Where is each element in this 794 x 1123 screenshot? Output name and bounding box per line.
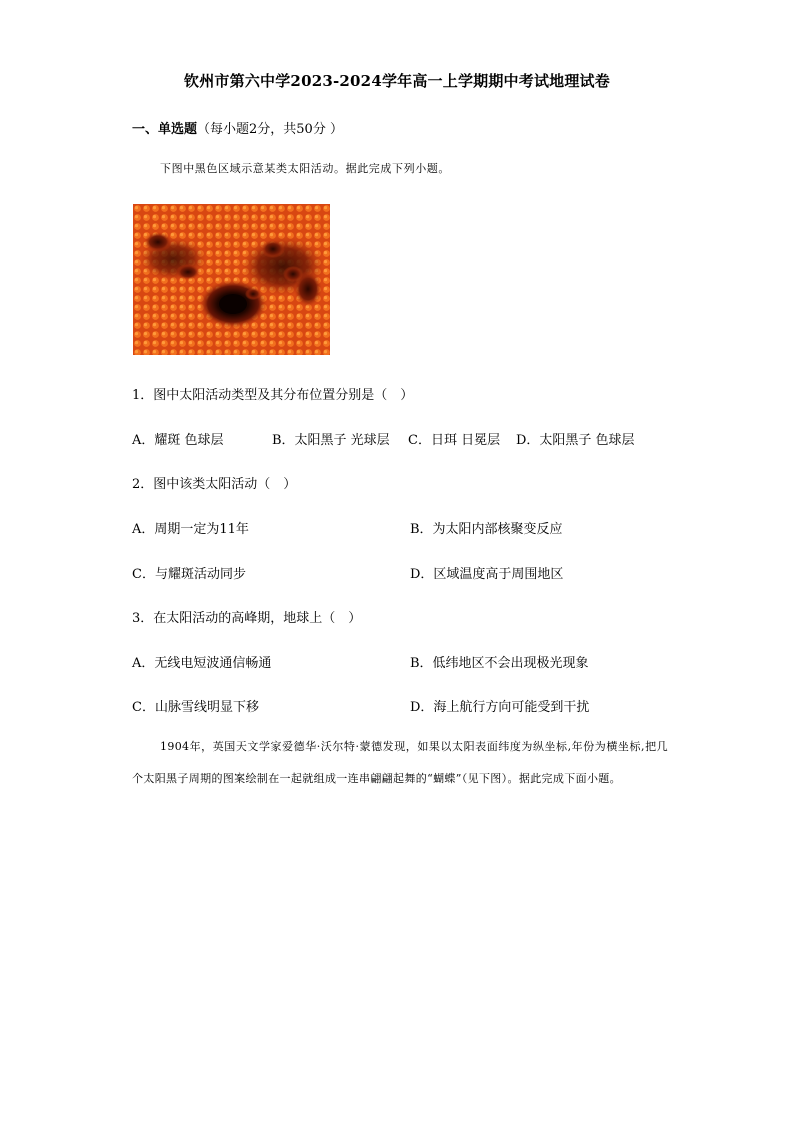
question-1-option-a: A．耀斑 色球层 [132,433,224,448]
question-3-option-d: D．海上航行方向可能受到干扰 [410,700,590,715]
question-1-stem: 1．图中太阳活动类型及其分布位置分别是（ ） [132,388,414,403]
question-2-option-b: B．为太阳内部核聚变反应 [410,522,563,537]
question-2-option-a: A．周期一定为11年 [132,522,249,537]
question-1-option-c: C．日珥 日冕层 [408,433,501,448]
section-note: （每小题2分，共50分 ） [197,122,343,137]
butterfly-diagram-intro: 1904年，英国天文学家爱德华·沃尔特·蒙德发现，如果以太阳表面纬度为纵坐标,年份为横坐标,把几个太阳黑子周期的图案绘制在一起就组成一连串翩翩起舞的“蝴蝶”（见下图）。据此完成下面小题。 [132,740,668,785]
intro-text: 下图中黑色区域示意某类太阳活动。据此完成下列小题。 [160,162,450,175]
question-3-option-b: B．低纬地区不会出现极光现象 [410,656,589,671]
question-1-option-b: B．太阳黑子 光球层 [272,433,390,448]
question-1-option-d: D．太阳黑子 色球层 [516,433,635,448]
question-2-option-d: D．区域温度高于周围地区 [410,567,564,582]
section-header [132,118,343,137]
question-3-option-a: A．无线电短波通信畅通 [132,656,272,671]
question-2-option-c: C．与耀斑活动同步 [132,567,246,582]
question-3-stem: 3．在太阳活动的高峰期，地球上（ ） [132,611,362,626]
sunspot-image [133,204,330,355]
exam-title: 钦州市第六中学2023-2024学年高一上学期期中考试地理试卷 [184,72,610,90]
section-heading: 一、单选题 [132,122,198,137]
question-3-option-c: C．山脉雪线明显下移 [132,700,259,715]
sunspot-photo [133,204,330,355]
question-2-stem: 2．图中该类太阳活动（ ） [132,477,297,492]
